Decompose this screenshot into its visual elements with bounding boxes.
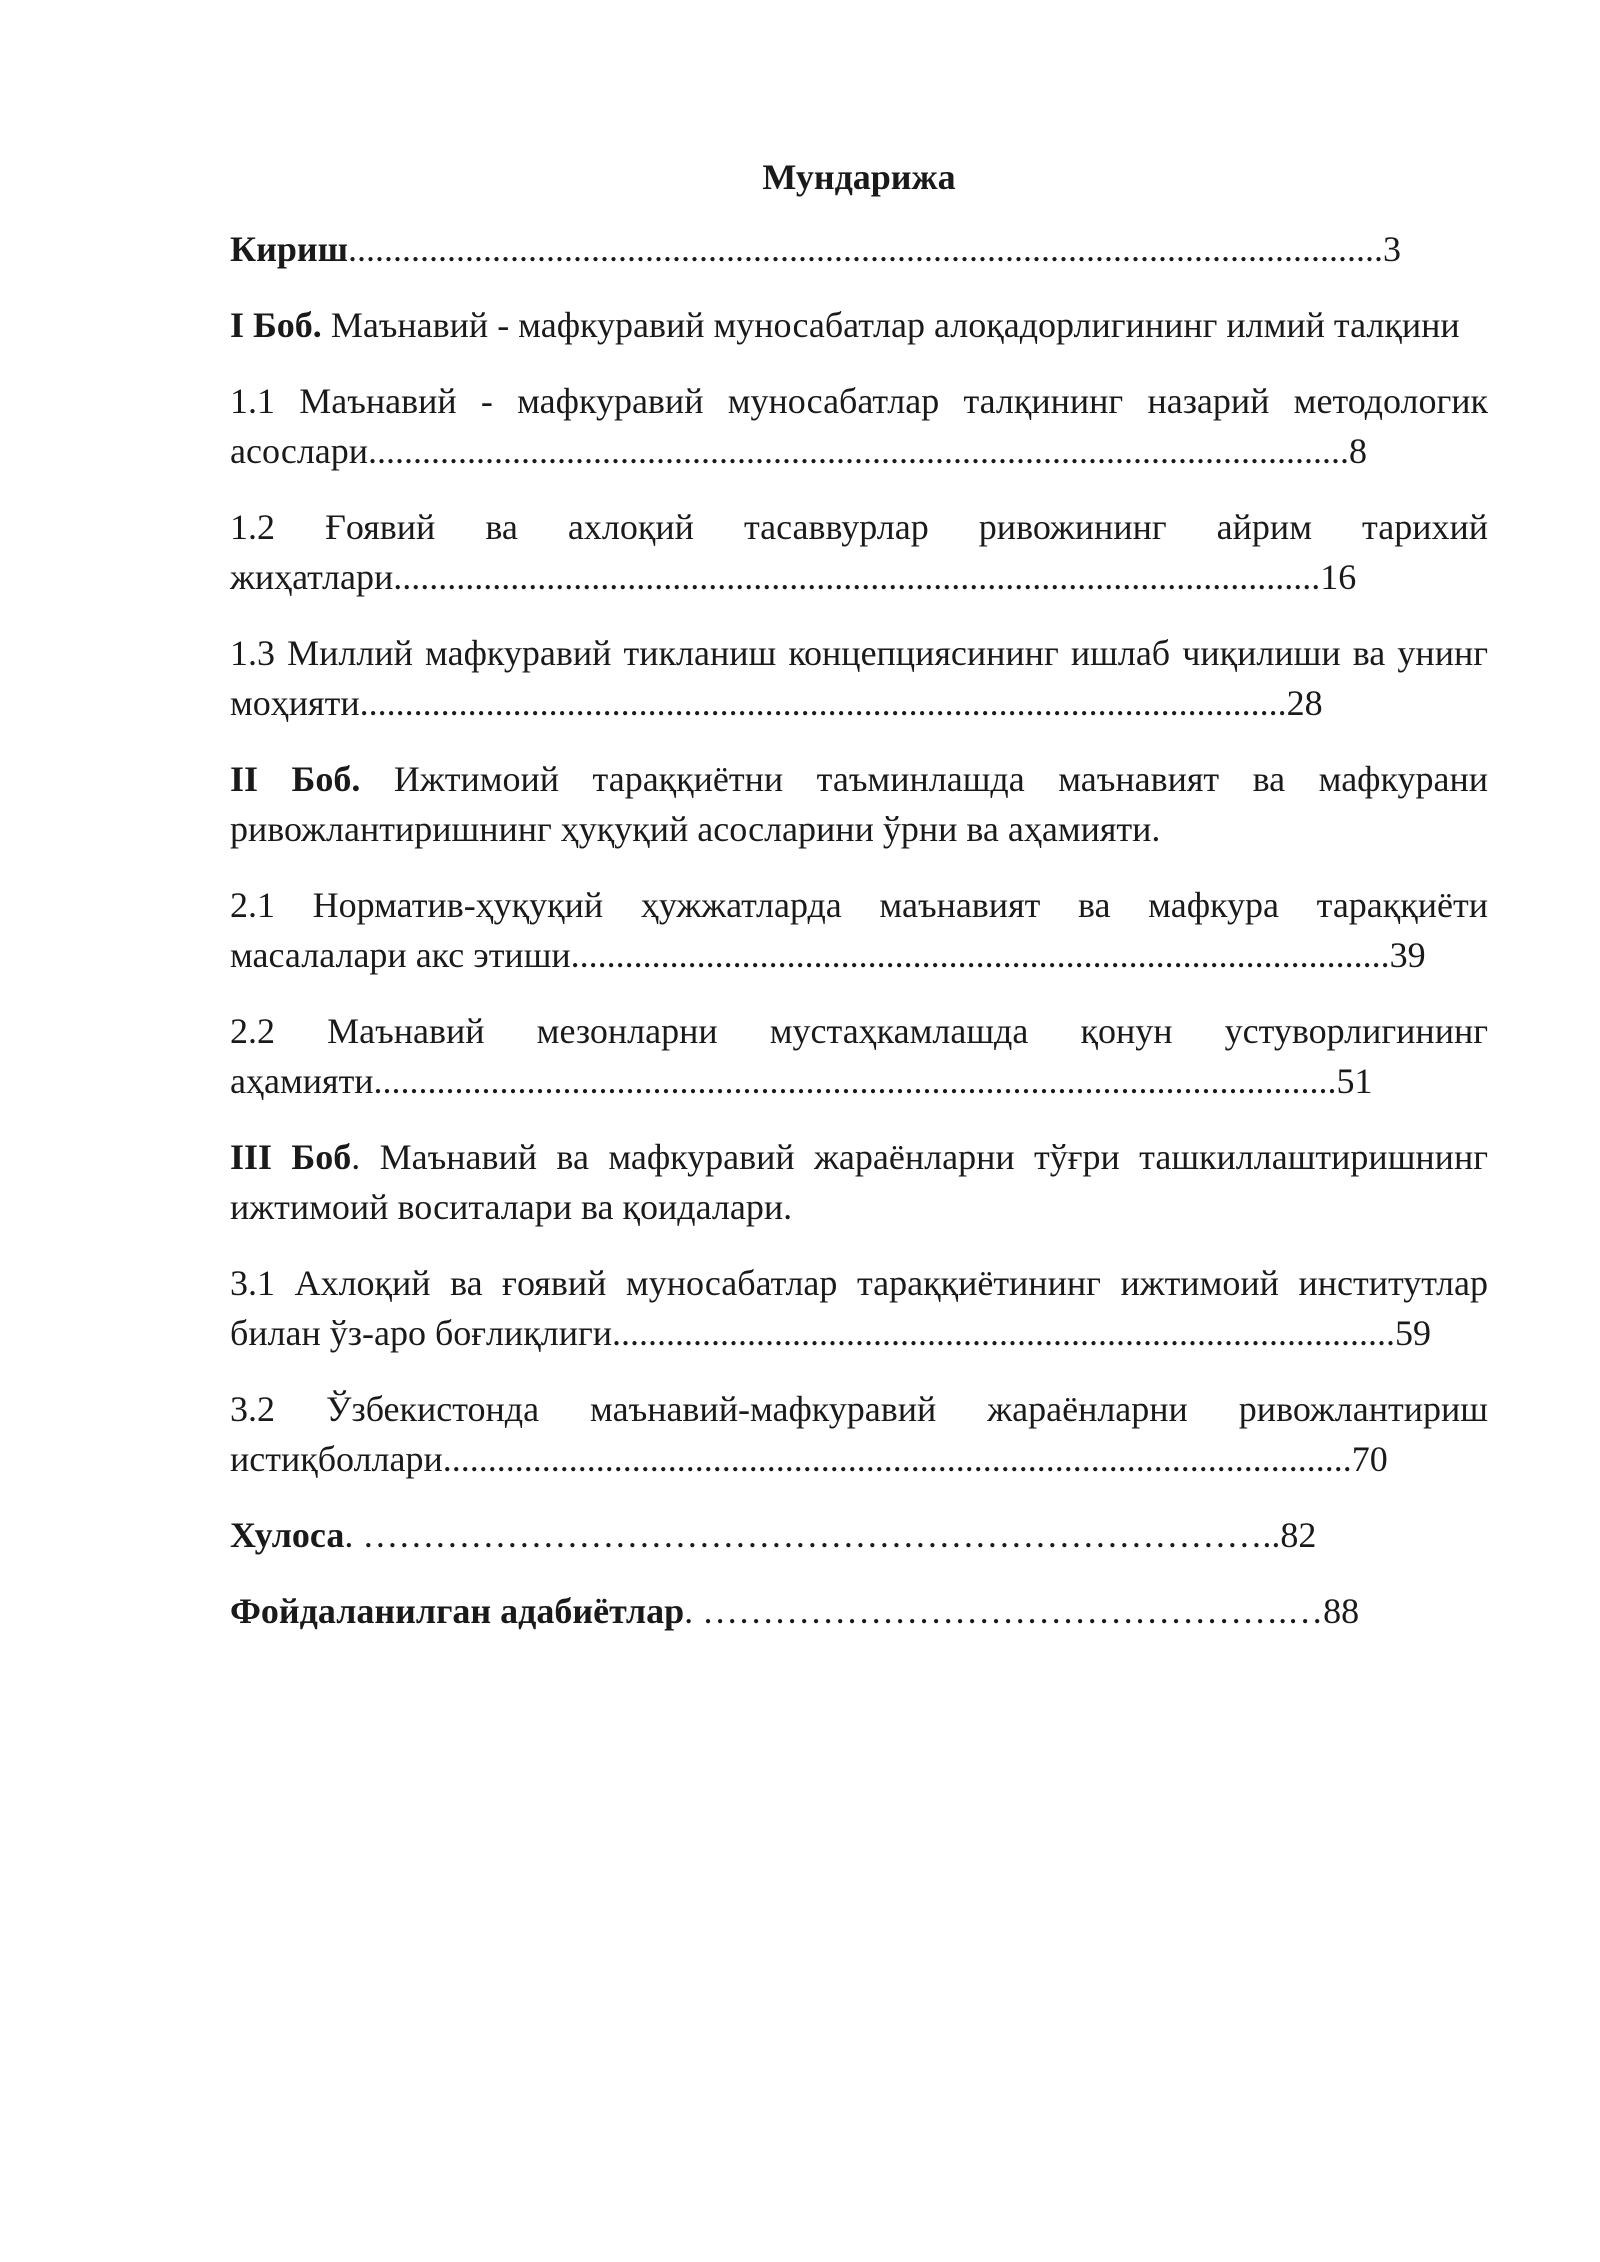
toc-entry-text: Маънавий - мафкуравий муносабатлар алоқадорлигининг илмий талқини (321, 305, 1460, 345)
toc-entry-bold: Фойдаланилган адабиётлар (230, 1591, 685, 1631)
toc-entry-chapter-3 (230, 1132, 1488, 1232)
toc-entry-text: . Маънавий ва мафкуравий жараёнларни тўғри ташкиллаштиришнинг ижтимоий воситалари ва қоидалари. (230, 1137, 1488, 1227)
toc-entry-text: 2.1 Норматив-ҳуқуқий ҳужжатларда маънавият ва мафкура тараққиёти масалалари акс этиши...........................................................................................39 (230, 885, 1488, 975)
toc-entry-text: 1.2 Ғоявий ва ахлоқий тасаввурлар ривожининг айрим тарихий жиҳатлари.......................................................................................................16 (230, 507, 1488, 597)
toc-entry-references (230, 1586, 1488, 1636)
toc-entry-text: ...................................................................................................................3 (348, 229, 1402, 269)
toc-entry-3-1 (230, 1258, 1488, 1358)
toc-entry-3-2 (230, 1384, 1488, 1484)
toc-entry-1-1 (230, 376, 1488, 476)
toc-entry-text: 3.2 Ўзбекистонда маънавий-мафкуравий жараёнларни ривожлантириш истиқболлари.....................................................................................................70 (230, 1389, 1488, 1479)
toc-entry-introduction (230, 224, 1488, 274)
toc-entry-2-1 (230, 880, 1488, 980)
toc-entry-bold: II Боб. (230, 759, 361, 799)
toc-entry-text: 2.2 Маънавий мезонларни мустаҳкамлашда қонун устуворлигининг аҳамияти...........................................................................................................51 (230, 1011, 1488, 1101)
toc-entry-text: . …………………………………………………………………..82 (344, 1515, 1317, 1555)
toc-entry-text: 1.1 Маънавий - мафкуравий муносабатлар талқининг назарий методологик асослари.............................................................................................................8 (230, 381, 1488, 471)
document-page (230, 152, 1488, 1662)
toc-entry-chapter-1 (230, 300, 1488, 350)
toc-entry-bold: Кириш (230, 229, 349, 269)
toc-entry-1-2 (230, 502, 1488, 602)
toc-entry-conclusion (230, 1510, 1488, 1560)
toc-entry-bold: Хулоса (230, 1515, 345, 1555)
toc-entry-text: . ………………………………………….…88 (684, 1591, 1360, 1631)
toc-entry-2-2 (230, 1006, 1488, 1106)
toc-entry-1-3 (230, 628, 1488, 728)
toc-entry-bold: I Боб. (230, 305, 322, 345)
toc-entry-text: Ижтимоий тараққиётни таъминлашда маънавият ва мафкурани ривожлантиришнинг ҳуқуқий асосларини ўрни ва аҳамияти. (230, 759, 1488, 849)
toc-entry-text: 3.1 Ахлоқий ва ғоявий муносабатлар тараққиётининг ижтимоий институтлар билан ўз-аро боғлиқлиги.......................................................................................59 (230, 1263, 1488, 1353)
toc-entry-bold: III Боб (230, 1137, 352, 1177)
toc-entry-chapter-2 (230, 754, 1488, 854)
toc-entry-text: 1.3 Миллий мафкуравий тикланиш концепциясининг ишлаб чиқилиши ва унинг моҳияти.......................................................................................................28 (230, 633, 1488, 723)
toc-title: Мундарижа (762, 157, 956, 197)
